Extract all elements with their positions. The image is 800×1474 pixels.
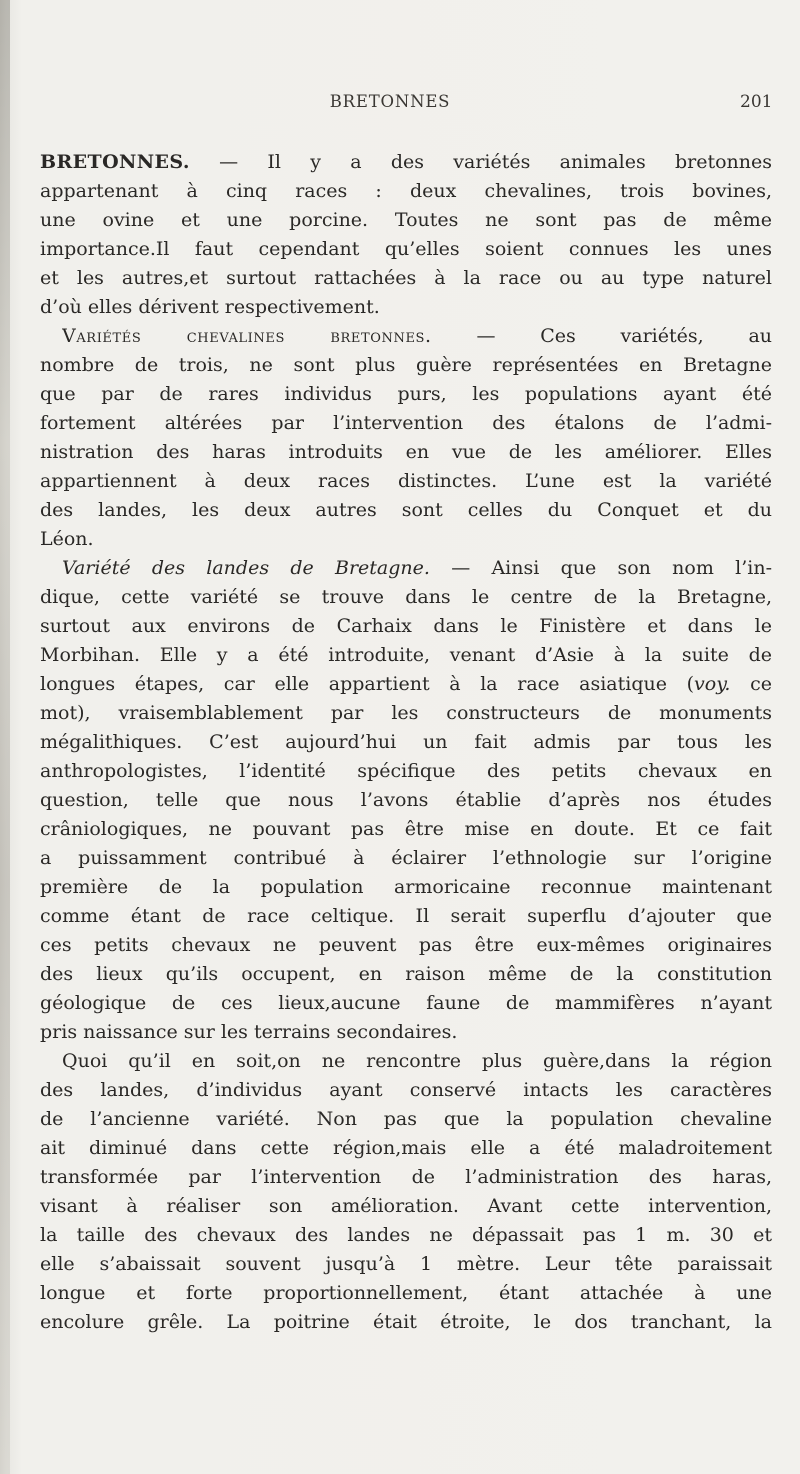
- text-line: [40, 351, 772, 380]
- line-text: première de la population armoricaine reconnue maintenant: [40, 876, 772, 898]
- text-line: [40, 1076, 772, 1105]
- line-text: comme étant de race celtique. Il serait superflu d’ajouter que: [40, 905, 772, 927]
- text-line: [40, 206, 772, 235]
- line-text: longues étapes, car elle appartient à la race asiatique (: [40, 673, 695, 695]
- line-text: visant à réaliser son amélioration. Avant cette intervention,: [40, 1195, 772, 1217]
- text-line: [40, 467, 772, 496]
- line-text: ce: [730, 673, 772, 695]
- running-title: BRETONNES: [329, 92, 451, 111]
- text-line: [40, 177, 772, 206]
- page-number: 201: [740, 92, 773, 112]
- line-text: pris naissance sur les terrains secondaires.: [40, 1021, 458, 1043]
- text-line: [40, 844, 772, 873]
- line-text: appartiennent à deux races distinctes. L’une est la variété: [40, 470, 772, 492]
- text-line: [40, 699, 772, 728]
- page-binding-edge: [0, 0, 10, 1474]
- text-line: [40, 1279, 772, 1308]
- line-text: mégalithiques. C’est aujourd’hui un fait admis par tous les: [40, 731, 772, 753]
- line-text: la taille des chevaux des landes ne dépassait pas 1 m. 30 et: [40, 1224, 772, 1246]
- line-text: crâniologiques, ne pouvant pas être mise en doute. Et ce fait: [40, 818, 772, 840]
- line-text: que par de rares individus purs, les populations ayant été: [40, 383, 772, 405]
- text-line: [40, 438, 772, 467]
- section-heading: Variétés chevalines bretonnes.: [62, 325, 432, 347]
- text-line: [40, 293, 772, 322]
- line-text: ait diminué dans cette région,mais elle a été maladroitement: [40, 1137, 772, 1159]
- line-text: de l’ancienne variété. Non pas que la population chevaline: [40, 1108, 772, 1130]
- text-line: [40, 641, 772, 670]
- line-text: transformée par l’intervention de l’administration des haras,: [40, 1166, 772, 1188]
- text-line: [40, 235, 772, 264]
- text-line: [40, 670, 772, 699]
- text-line: [40, 409, 772, 438]
- text-line: [40, 1308, 772, 1337]
- text-line: [40, 960, 772, 989]
- text-line: [40, 148, 772, 177]
- text-line: [40, 1221, 772, 1250]
- line-text: appartenant à cinq races : deux chevalines, trois bovines,: [40, 180, 772, 202]
- text-line: [40, 989, 772, 1018]
- text-line: [40, 902, 772, 931]
- line-text: ces petits chevaux ne peuvent pas être eux-mêmes originaires: [40, 934, 772, 956]
- text-line: [40, 1163, 772, 1192]
- text-line: [40, 728, 772, 757]
- line-text: nombre de trois, ne sont plus guère représentées en Bretagne: [40, 354, 772, 376]
- text-line: [40, 583, 772, 612]
- subsection-heading: Variété des landes de Bretagne.: [62, 557, 430, 579]
- line-text: Léon.: [40, 528, 94, 550]
- line-text: Morbihan. Elle y a été introduite, venant d’Asie à la suite de: [40, 644, 772, 666]
- line-text: surtout aux environs de Carhaix dans le Finistère et dans le: [40, 615, 772, 637]
- line-text: mot), vraisemblablement par les constructeurs de monuments: [40, 702, 772, 724]
- text-line: [40, 380, 772, 409]
- line-text: géologique de ces lieux,aucune faune de mammifères n’ayant: [40, 992, 772, 1014]
- text-line: [40, 1105, 772, 1134]
- text-line: [62, 1047, 772, 1076]
- text-line: [62, 322, 772, 351]
- text-line: [40, 1250, 772, 1279]
- text-line: [40, 264, 772, 293]
- text-line: [62, 554, 772, 583]
- text-line: [40, 525, 772, 554]
- running-header: [0, 92, 800, 122]
- line-text: des landes, d’individus ayant conservé intacts les caractères: [40, 1079, 772, 1101]
- text-line: [40, 1018, 772, 1047]
- line-text: nistration des haras introduits en vue de les améliorer. Elles: [40, 441, 772, 463]
- line-text: elle s’abaissait souvent jusqu’à 1 mètre. Leur tête paraissait: [40, 1253, 772, 1275]
- text-line: [40, 496, 772, 525]
- line-text: des lieux qu’ils occupent, en raison même de la constitution: [40, 963, 772, 985]
- text-line: [40, 757, 772, 786]
- line-text: — Ces variétés, au: [431, 325, 772, 347]
- text-line: [40, 612, 772, 641]
- text-line: [40, 786, 772, 815]
- entry-heading: BRETONNES.: [40, 151, 190, 173]
- line-text: d’où elles dérivent respectivement.: [40, 296, 380, 318]
- text-line: [40, 1134, 772, 1163]
- line-text: question, telle que nous l’avons établie d’après nos études: [40, 789, 772, 811]
- line-text: a puissamment contribué à éclairer l’ethnologie sur l’origine: [40, 847, 772, 869]
- text-line: [40, 1192, 772, 1221]
- text-line: [40, 873, 772, 902]
- line-text: — Il y a des variétés animales bretonnes: [189, 151, 772, 173]
- text-line: [40, 931, 772, 960]
- line-text: et les autres,et surtout rattachées à la race ou au type naturel: [40, 267, 772, 289]
- line-text: Quoi qu’il en soit,on ne rencontre plus guère,dans la région: [62, 1050, 772, 1072]
- line-text: des landes, les deux autres sont celles du Conquet et du: [40, 499, 772, 521]
- line-text: longue et forte proportionnellement, étant attachée à une: [40, 1282, 772, 1304]
- line-text: une ovine et une porcine. Toutes ne sont pas de même: [40, 209, 772, 231]
- text-line: [40, 815, 772, 844]
- line-text: encolure grêle. La poitrine était étroite, le dos tranchant, la: [40, 1311, 772, 1333]
- line-text: anthropologistes, l’identité spécifique des petits chevaux en: [40, 760, 772, 782]
- line-text: — Ainsi que son nom l’in-: [429, 557, 772, 579]
- line-text: fortement altérées par l’intervention des étalons de l’admi-: [40, 412, 772, 434]
- line-text: importance.Il faut cependant qu’elles soient connues les unes: [40, 238, 772, 260]
- italic-reference: voy.: [694, 673, 731, 695]
- line-text: dique, cette variété se trouve dans le centre de la Bretagne,: [40, 586, 772, 608]
